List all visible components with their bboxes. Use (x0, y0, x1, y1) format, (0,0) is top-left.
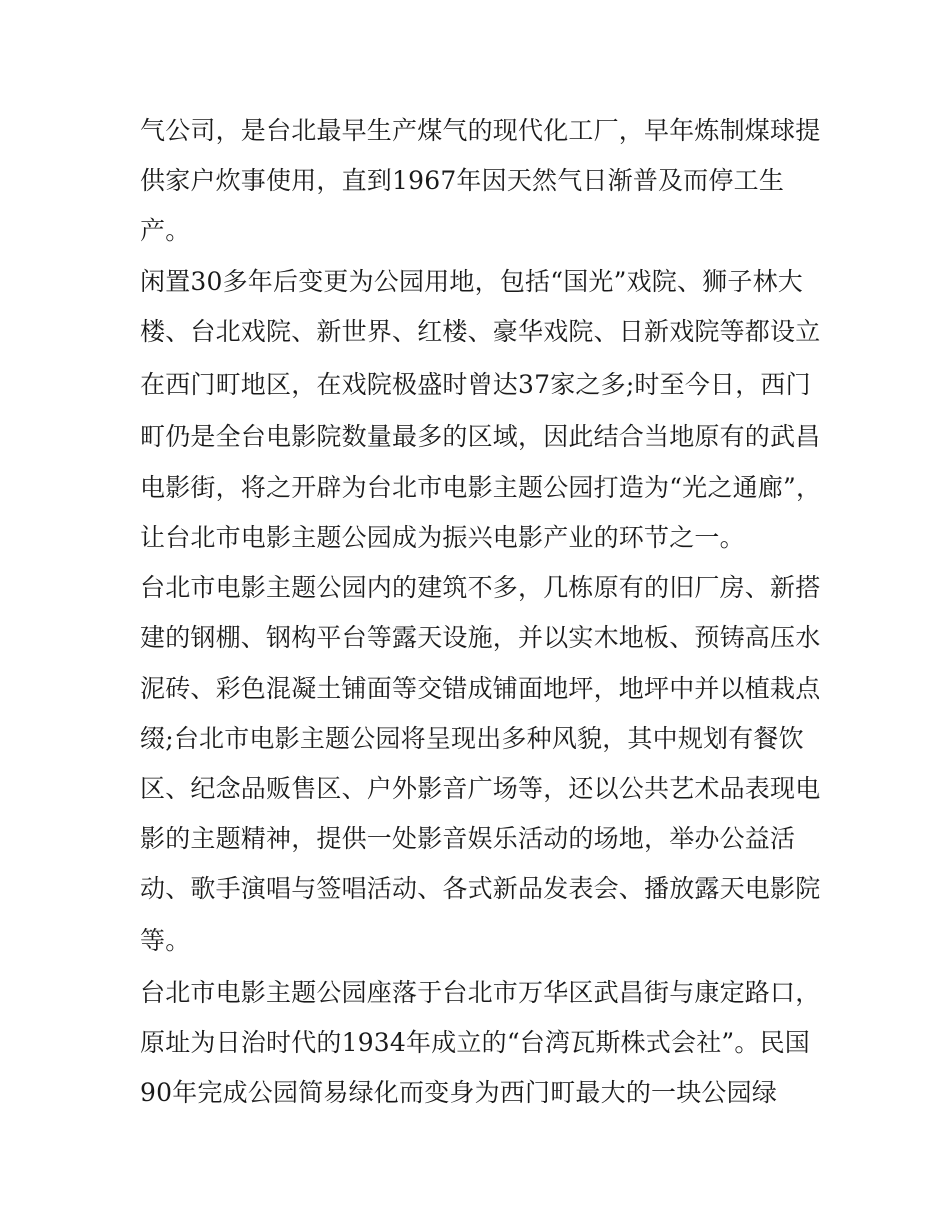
text-line-1: 气公司，是台北最早生产煤气的现代化工厂，早年炼制煤球提 (140, 116, 821, 145)
text-line-2: 供家户炊事使用，直到1967年因天然气日渐普及而停工生 (140, 166, 785, 195)
text-line-10: 台北市电影主题公园内的建筑不多，几栋原有的旧厂房、新搭 (140, 573, 821, 602)
text-line-19: 原址为日治时代的1934年成立的“台湾瓦斯株式会社”。民国 (140, 1028, 810, 1057)
text-line-12: 泥砖、彩色混凝土铺面等交错成铺面地坪，地坪中并以植栽点 (140, 674, 821, 703)
text-line-15: 影的主题精神，提供一处影音娱乐活动的场地，举办公益活 (140, 824, 796, 853)
text-line-4: 闲置30多年后变更为公园用地，包括“国光”戏院、狮子林大 (140, 267, 803, 296)
text-line-9: 让台北市电影主题公园成为振兴电影产业的环节之一。 (140, 523, 745, 552)
text-line-3: 产。 (140, 216, 191, 245)
text-line-5: 楼、台北戏院、新世界、红楼、豪华戏院、日新戏院等都设立 (140, 317, 821, 346)
text-line-18: 台北市电影主题公园座落于台北市万华区武昌街与康定路口， (140, 978, 821, 1007)
text-line-14: 区、纪念品贩售区、户外影音广场等，还以公共艺术品表现电 (140, 774, 821, 803)
text-line-13: 缀;台北市电影主题公园将呈现出多种风貌，其中规划有餐饮 (140, 724, 804, 753)
text-line-6: 在西门町地区，在戏院极盛时曾达37家之多;时至今日，西门 (140, 370, 811, 399)
text-line-20: 90年完成公园简易绿化而变身为西门町最大的一块公园绿 (140, 1078, 778, 1107)
text-line-17: 等。 (140, 926, 191, 955)
text-line-7: 町仍是全台电影院数量最多的区域，因此结合当地原有的武昌 (140, 422, 821, 451)
text-line-8: 电影街，将之开辟为台北市电影主题公园打造为“光之通廊”， (140, 473, 822, 502)
text-line-11: 建的钢棚、钢构平台等露天设施，并以实木地板、预铸高压水 (140, 623, 821, 652)
text-line-16: 动、歌手演唱与签唱活动、各式新品发表会、播放露天电影院 (140, 874, 821, 903)
